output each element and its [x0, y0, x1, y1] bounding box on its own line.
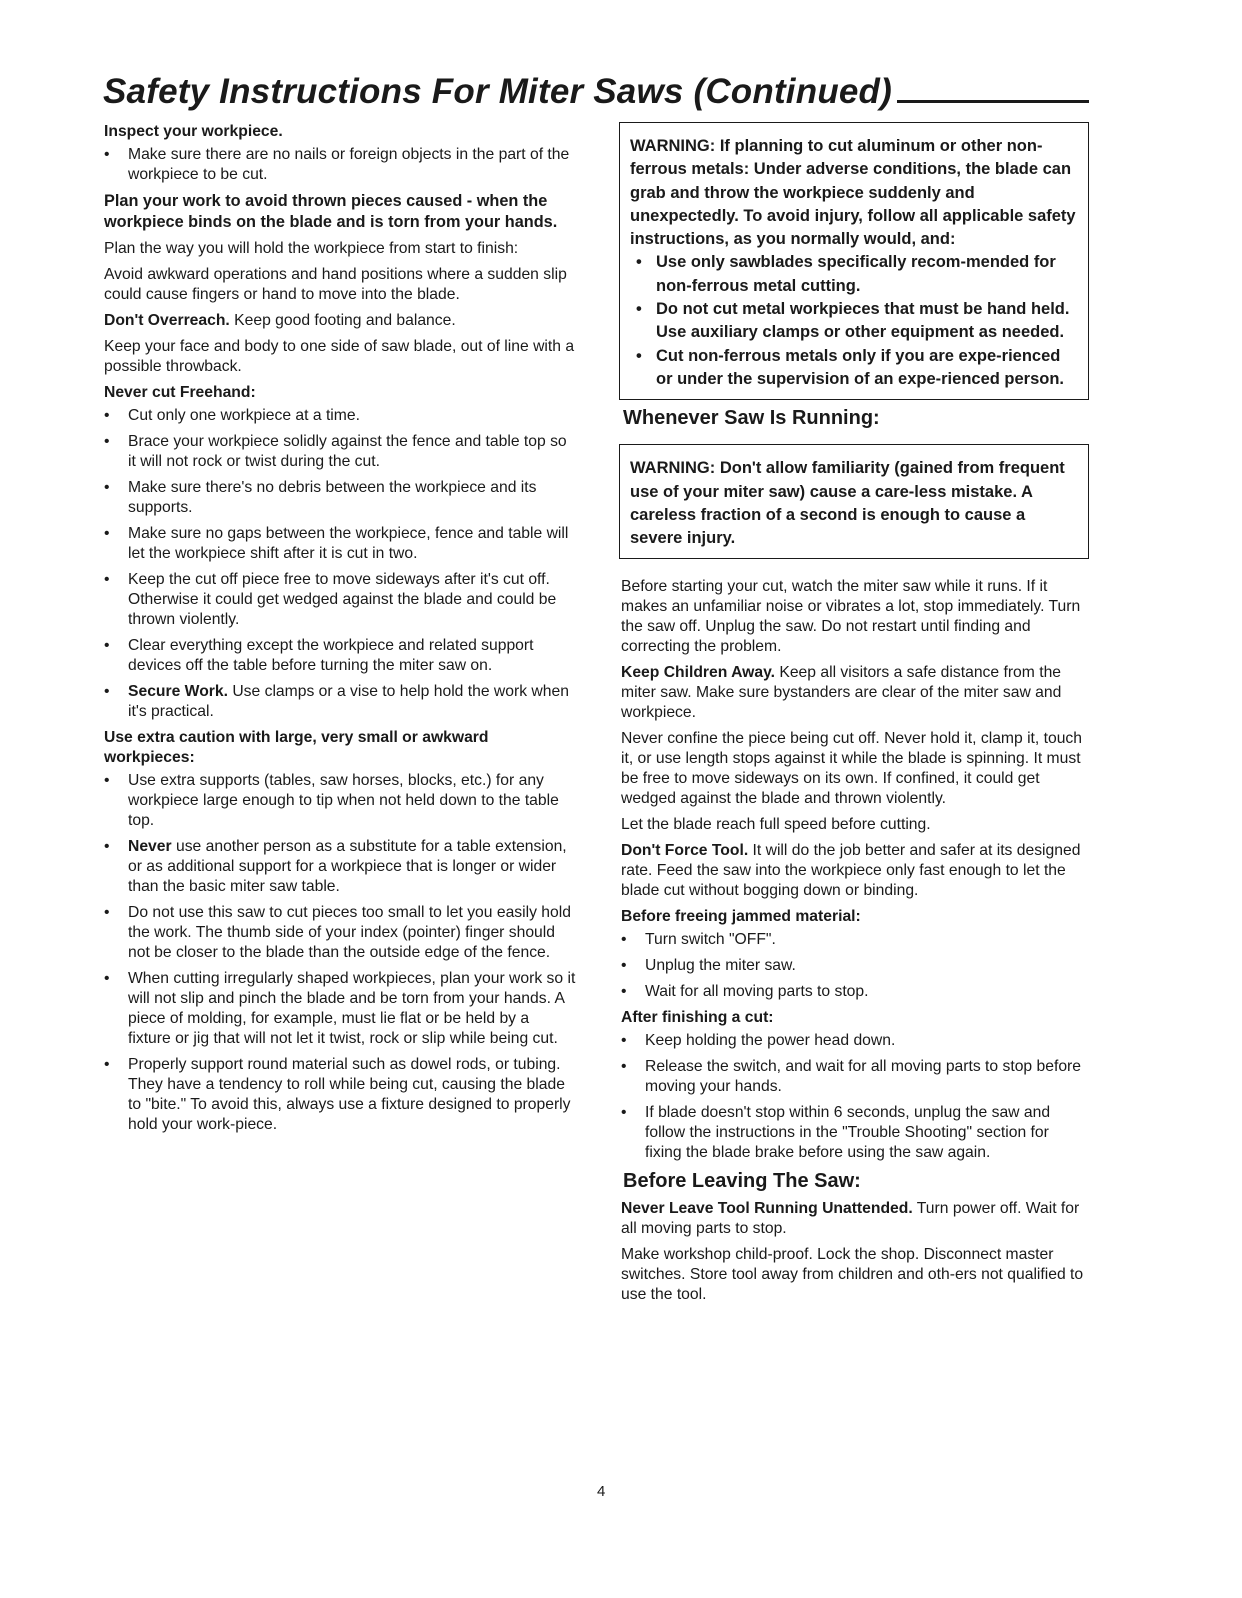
- plan-paragraph-1: Plan the way you will hold the workpiece from start to finish:: [104, 240, 519, 257]
- list-item: • Use only sawblades specifically recom-mended for non-ferrous metal cutting.: [636, 253, 1056, 295]
- list-item: • Brace your workpiece solidly against the fence and table top so it will not rock or twist during the cut.: [104, 433, 567, 470]
- warning-box-familiarity: [619, 444, 1089, 559]
- warning-intro: WARNING: If planning to cut aluminum or other non-ferrous metals: Under adverse conditions, the blade can grab and throw the workpiece suddenly and unexpectedly. To avoid injury, follow all applicable safety instructions, as you normally would, and:: [630, 137, 1076, 249]
- list-item: • Do not use this saw to cut pieces too small to let you easily hold the work. The thumb side of your index (pointer) finger should not be closer to the blade than the outside edge of the fence.: [104, 904, 571, 961]
- unattended-paragraph: Never Leave Tool Running Unattended. Turn power off. Wait for all moving parts to stop.: [621, 1200, 1080, 1238]
- jammed-heading: Before freeing jammed material:: [621, 908, 861, 926]
- list-item: • Properly support round material such as dowel rods, or tubing. They have a tendency to roll while being cut, causing the blade to "bite." To avoid this, always use a fixture designed to properly hold your work-piece.: [104, 1056, 571, 1133]
- before-paragraph: Before starting your cut, watch the miter saw while it runs. If it makes an unfamiliar noise or vibrates a lot, stop immediately. Turn the saw off. Unplug the saw. Do not restart until finding and correcting the problem.: [621, 578, 1081, 656]
- warning-box-non-ferrous: [619, 122, 1089, 400]
- face-paragraph: Keep your face and body to one side of saw blade, out of line with a possible throwback.: [104, 338, 575, 375]
- list-item: • Turn switch "OFF".: [621, 931, 776, 949]
- force-paragraph: Don't Force Tool. It will do the job better and safer at its designed rate. Feed the saw into the workpiece only fast enough to let the blade cut without bogging down or binding.: [621, 842, 1081, 900]
- list-item: • Keep holding the power head down.: [621, 1032, 896, 1050]
- childproof-paragraph: Make workshop child-proof. Lock the shop. Disconnect master switches. Store tool away from children and oth-ers not qualified to use the tool.: [621, 1246, 1084, 1304]
- inspect-list: [104, 145, 576, 185]
- plan-paragraph-2: Avoid awkward operations and hand positions where a sudden slip could cause fingers or hand to move into the blade.: [104, 266, 567, 303]
- warning-text: WARNING: Don't allow familiarity (gained from frequent use of your miter saw) cause a care-less mistake. A careless fraction of a second is enough to cause a severe injury.: [630, 459, 1065, 548]
- speed-paragraph: Let the blade reach full speed before cutting.: [621, 816, 931, 834]
- list-item: • Use extra supports (tables, saw horses, blocks, etc.) for any workpiece large enough to tip when not held down to the table top.: [104, 772, 559, 829]
- page-number: 4: [597, 1483, 606, 1500]
- list-item: • Unplug the miter saw.: [621, 957, 796, 975]
- freehand-heading: Never cut Freehand:: [104, 384, 256, 401]
- children-paragraph: Keep Children Away. Keep all visitors a safe distance from the miter saw. Make sure bystanders are clear of the miter saw and workpiece.: [621, 664, 1062, 722]
- left-column: [104, 122, 576, 1141]
- list-item: • Do not cut metal workpieces that must be hand held. Use auxiliary clamps or other equipment as needed.: [636, 300, 1070, 342]
- confine-paragraph: Never confine the piece being cut off. Never hold it, clamp it, touch it, or use length stops against it while the blade is spinning. It must be free to move sideways on its own. If confined, it could get wedged against the blade and thrown violently.: [621, 730, 1083, 808]
- list-item: • Cut only one workpiece at a time.: [104, 407, 360, 424]
- list-item: • Keep the cut off piece free to move sideways after it's cut off. Otherwise it could get wedged against the blade and could be thrown violently.: [104, 571, 557, 628]
- finishing-list: [621, 1031, 1089, 1163]
- section-heading-running: Whenever Saw Is Running:: [623, 407, 880, 430]
- warning-list: [630, 251, 1076, 391]
- finishing-heading: After finishing a cut:: [621, 1009, 774, 1027]
- title-rule: [897, 100, 1089, 103]
- list-item: • Make sure there are no nails or foreign objects in the part of the workpiece to be cut.: [104, 146, 570, 183]
- right-column: [621, 122, 1089, 1311]
- list-item: • Wait for all moving parts to stop.: [621, 983, 869, 1001]
- page-title: Safety Instructions For Miter Saws (Continued): [103, 72, 892, 111]
- freehand-list: [104, 406, 576, 722]
- inspect-heading: Inspect your workpiece.: [104, 123, 283, 140]
- list-item: • Cut non-ferrous metals only if you are expe-rienced or under the supervision of an expe-rienced person.: [636, 346, 1065, 388]
- jammed-list: [621, 930, 1089, 1002]
- extra-caution-list: [104, 771, 576, 1135]
- list-item: • Release the switch, and wait for all moving parts to stop before moving your hands.: [621, 1058, 1081, 1096]
- extra-caution-heading: Use extra caution with large, very small or awkward workpieces:: [104, 729, 489, 766]
- list-item: • Clear everything except the workpiece and related support devices off the table before turning the miter saw on.: [104, 637, 534, 674]
- overreach-paragraph: Don't Overreach. Keep good footing and balance.: [104, 312, 456, 329]
- list-item: • If blade doesn't stop within 6 seconds, unplug the saw and follow the instructions in the "Trouble Shooting" section for fixing the blade brake before using the saw again.: [621, 1104, 1051, 1162]
- list-item: • Make sure no gaps between the workpiece, fence and table will let the workpiece shift after it is cut in two.: [104, 525, 569, 562]
- list-item: • Never use another person as a substitute for a table extension, or as additional support for a workpiece that is longer or wider than the basic miter saw table.: [104, 838, 567, 895]
- list-item: • When cutting irregularly shaped workpieces, plan your work so it will not slip and pinch the blade and be torn from your hands. A piece of molding, for example, must lie flat or be held by a fixture or jig that will not let it twist, rock or slip while being cut.: [104, 970, 576, 1047]
- section-heading-leaving: Before Leaving The Saw:: [623, 1170, 861, 1193]
- list-item: • Secure Work. Use clamps or a vise to help hold the work when it's practical.: [104, 683, 569, 720]
- plan-heading: Plan your work to avoid thrown pieces caused - when the workpiece binds on the blade and is torn from your hands.: [104, 192, 558, 231]
- list-item: • Make sure there's no debris between the workpiece and its supports.: [104, 479, 537, 516]
